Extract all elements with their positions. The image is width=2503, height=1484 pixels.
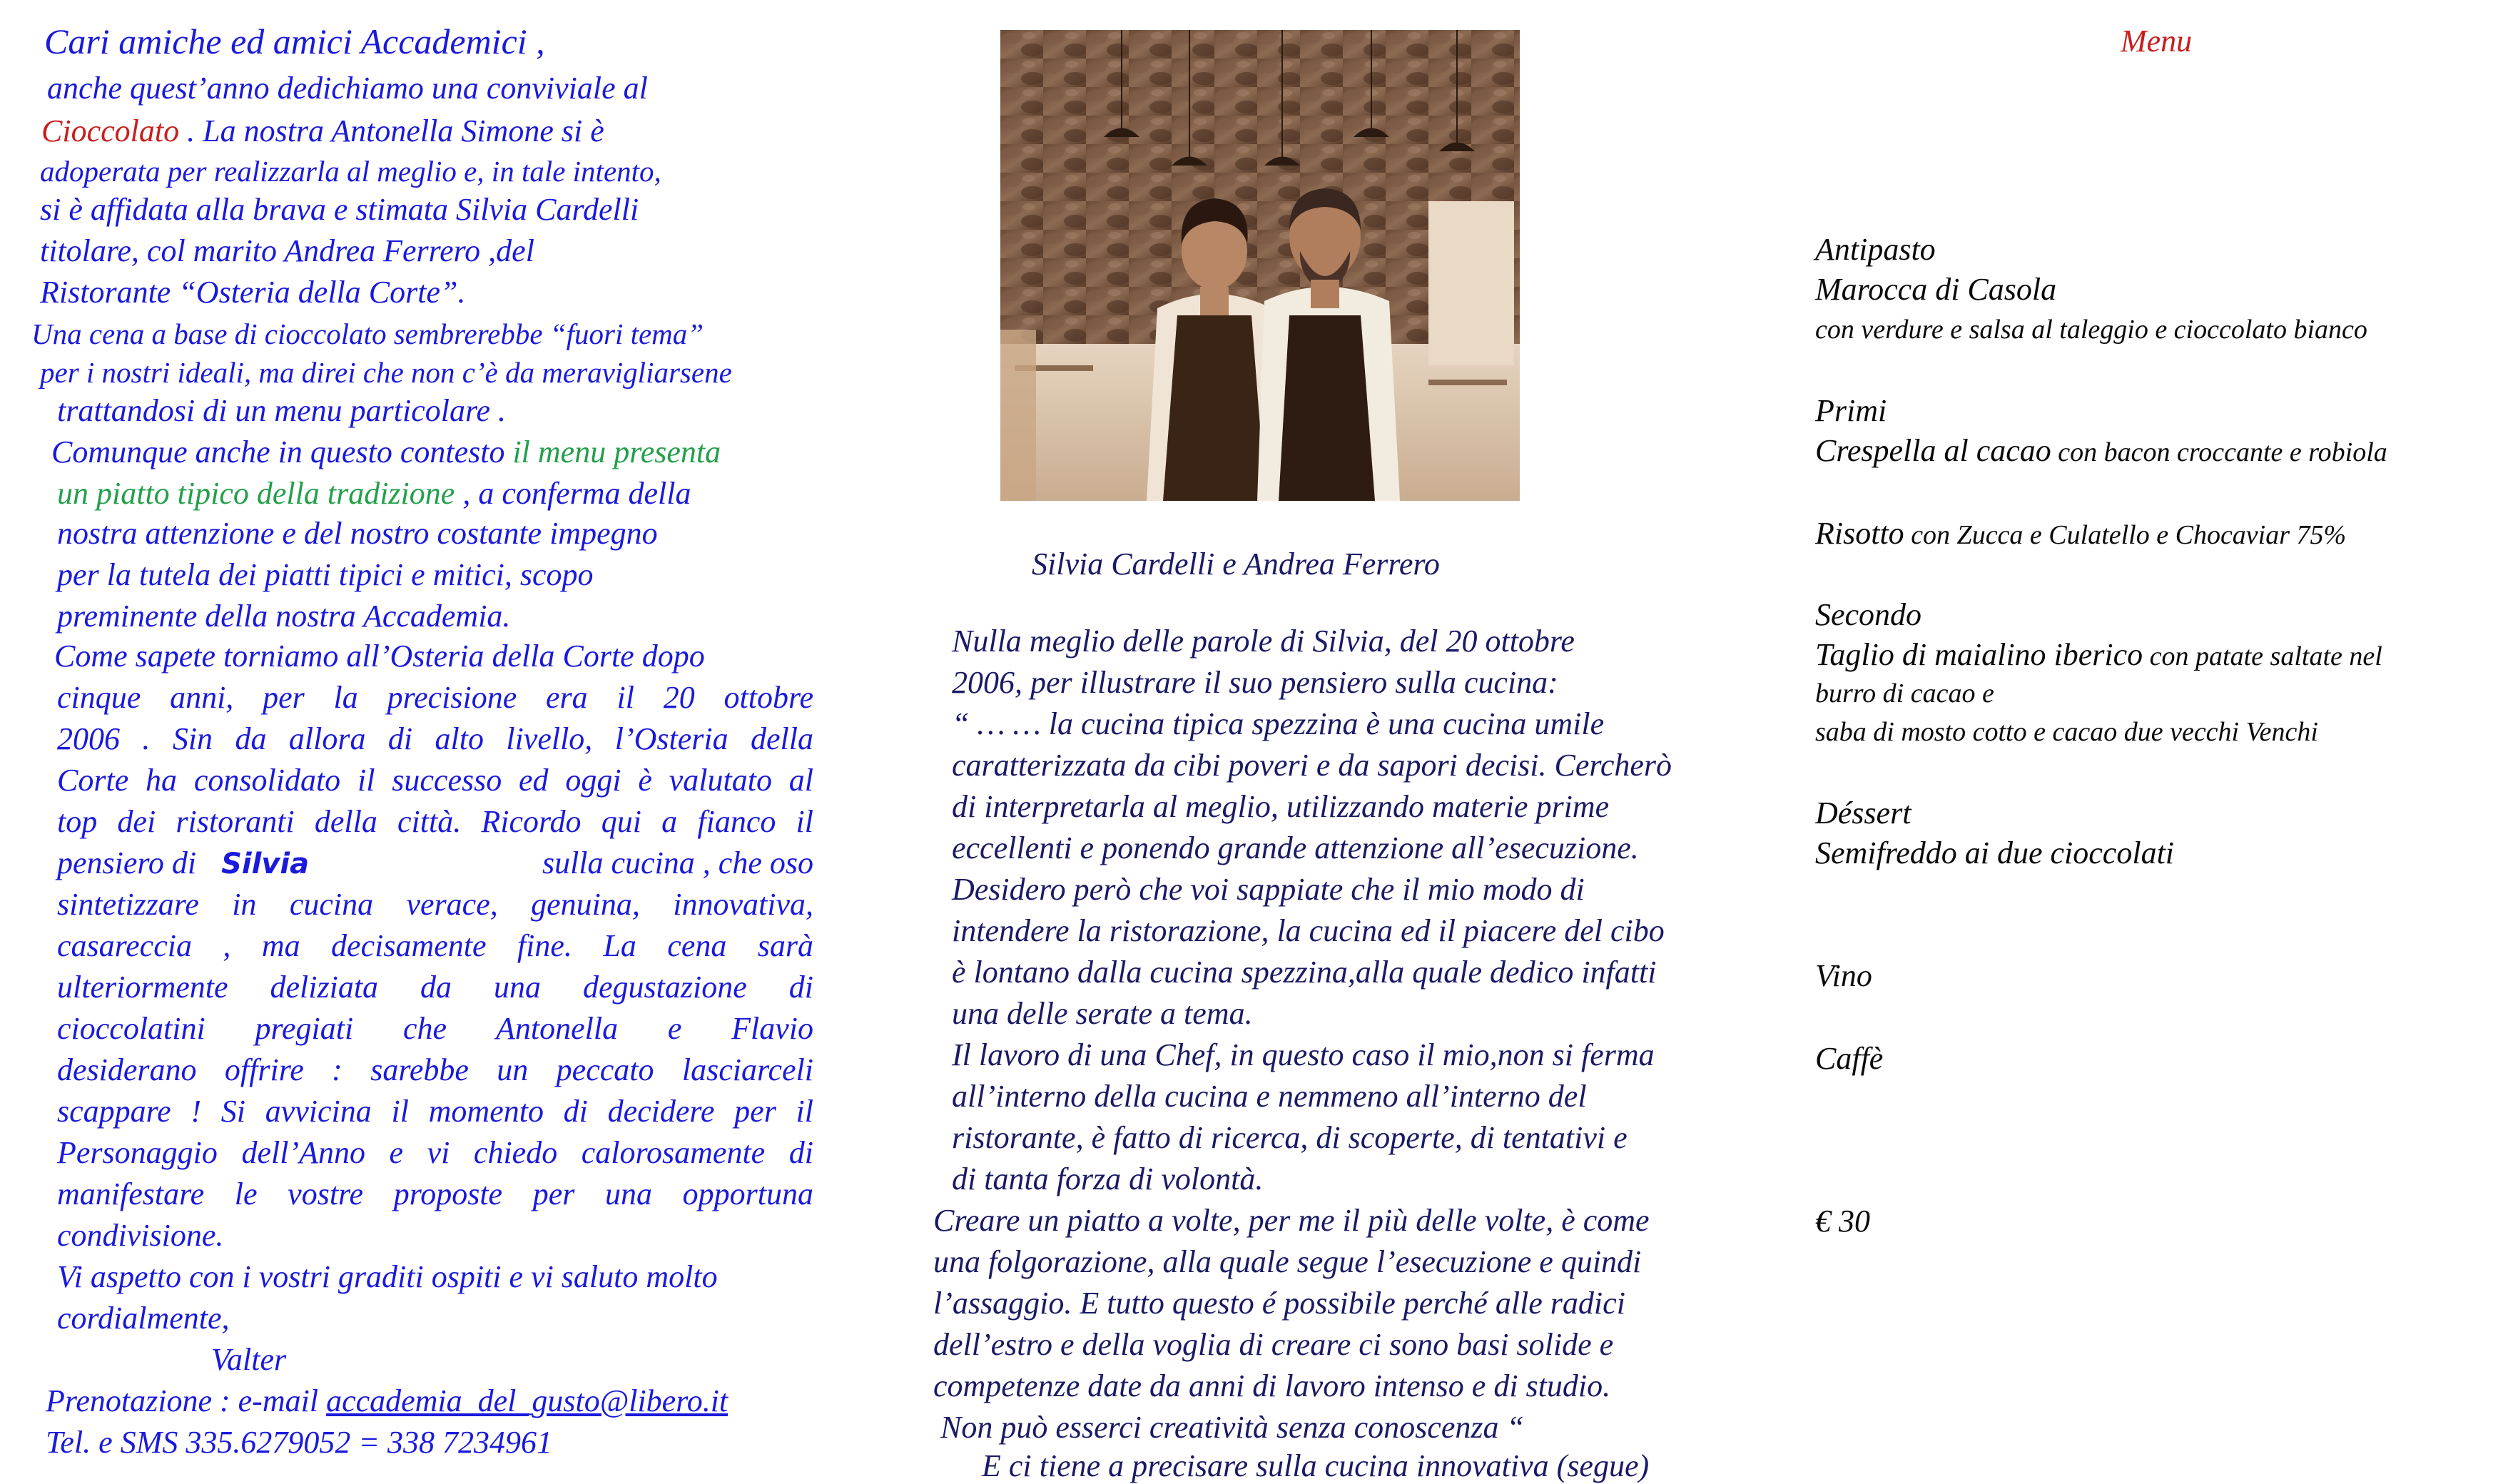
- quote-line: Creare un piatto a volte, per me il più delle volte, è come: [933, 1203, 1650, 1238]
- menu-coffee: Caffè: [1815, 1041, 1884, 1076]
- quote-line: all’interno della cucina e nemmeno all’interno del: [952, 1079, 1587, 1114]
- quote-line: Nulla meglio delle parole di Silvia, del 20 ottobre: [952, 624, 1575, 659]
- letter-line: anche quest’anno dedichiamo una conviviale al: [47, 71, 648, 106]
- letter-line: condivisione.: [57, 1218, 224, 1253]
- letter-line: cioccolatini pregiati che Antonella e Flavio: [57, 1011, 813, 1046]
- menu-heading-secondo: Secondo: [1815, 597, 1922, 632]
- quote-line: è lontano dalla cucina spezzina,alla quale dedico infatti: [952, 955, 1657, 990]
- quote-line: eccellenti e ponendo grande attenzione all’esecuzione.: [952, 830, 1639, 865]
- letter-line: Vi aspetto con i vostri graditi ospiti e vi saluto molto: [57, 1259, 718, 1294]
- letter-line: Corte ha consolidato il successo ed oggi è valutato al: [57, 763, 813, 798]
- letter-column: [0, 0, 842, 1484]
- booking-line: [46, 1383, 728, 1420]
- letter-line: manifestare le vostre proposte per una opportuna: [57, 1176, 813, 1211]
- name-silvia: Silvia: [221, 848, 310, 880]
- letter-line: preminente della nostra Accademia.: [57, 599, 511, 634]
- highlight-menu: il menu presenta: [512, 434, 721, 469]
- menu-dish-detail: saba di mosto cotto e cacao due vecchi Venchi: [1815, 717, 2318, 747]
- letter-line: 2006 . Sin da allora di alto livello, l’Osteria della: [57, 721, 813, 756]
- menu-dish: Semifreddo ai due cioccolati: [1815, 835, 2175, 870]
- menu-wine: Vino: [1815, 958, 1872, 993]
- letter-text: , a conferma della: [455, 476, 691, 511]
- middle-column: [920, 0, 1777, 1484]
- quote-line: caratterizzata da cibi poveri e da sapori decisi. Cercherò: [952, 748, 1672, 783]
- menu-dish-detail: con bacon croccante e robiola: [2051, 437, 2387, 467]
- signature: Valter: [211, 1342, 287, 1377]
- quote-line: una delle serate a tema.: [952, 996, 1253, 1031]
- quote-line: E ci tiene a precisare sulla cucina innovativa (segue): [982, 1448, 1650, 1483]
- letter-line: trattandosi di un menu particolare .: [57, 393, 507, 428]
- letter-line: top dei ristoranti della città. Ricordo qui a fianco il: [57, 804, 813, 839]
- letter-line: cinque anni, per la precisione era il 20 ottobre: [57, 680, 813, 715]
- letter-text: Comunque anche in questo contesto: [51, 434, 513, 469]
- highlight-cioccolato: Cioccolato: [41, 113, 180, 148]
- menu-title: Menu: [2121, 24, 2193, 59]
- menu-dish-name: Crespella al cacao: [1815, 433, 2051, 468]
- letter-text: sulla cucina , che oso: [542, 845, 813, 880]
- quote-line: di tanta forza di volontà.: [952, 1162, 1264, 1196]
- menu-dish-name: Taglio di maialino iberico: [1815, 637, 2143, 672]
- letter-line: titolare, col marito Andrea Ferrero ,del: [40, 233, 534, 268]
- letter-line: scappare ! Si avvicina il momento di decidere per il: [57, 1094, 813, 1129]
- menu-dish: [1815, 431, 2387, 478]
- menu-dish-detail: burro di cacao e: [1815, 679, 1994, 708]
- letter-line: [41, 113, 604, 150]
- letter-line: sintetizzare in cucina verace, genuina, innovativa,: [57, 887, 813, 922]
- menu-price: € 30: [1815, 1204, 1870, 1239]
- letter-line: desiderano offrire : sarebbe un peccato lasciarceli: [57, 1052, 813, 1087]
- quote-line: l’assaggio. E tutto questo é possibile perché alle radici: [933, 1286, 1625, 1321]
- letter-line: si è affidata alla brava e stimata Silvia Cardelli: [40, 192, 639, 227]
- photo-caption: Silvia Cardelli e Andrea Ferrero: [1032, 547, 1440, 581]
- quote-line: ristorante, è fatto di ricerca, di scoperte, di tentativi e: [952, 1120, 1628, 1155]
- phone-line: Tel. e SMS 335.6279052 = 338 7234961: [46, 1425, 553, 1460]
- menu-column: [1798, 0, 2503, 1484]
- letter-line: [57, 845, 813, 883]
- quote-line: Il lavoro di una Chef, in questo caso il mio,non si ferma: [952, 1037, 1655, 1072]
- letter-line: Ristorante “Osteria della Corte”.: [40, 275, 466, 310]
- quote-line: 2006, per illustrare il suo pensiero sulla cucina:: [952, 665, 1558, 700]
- menu-heading-primi: Primi: [1815, 393, 1887, 428]
- letter-text: pensiero di: [57, 845, 197, 880]
- menu-dish-name: Risotto: [1815, 516, 1904, 551]
- quote-line: Desidero però che voi sappiate che il mio modo di: [952, 872, 1585, 907]
- letter-line: Personaggio dell’Anno e vi chiedo calorosamente di: [57, 1135, 813, 1170]
- letter-greeting: Cari amiche ed amici Accademici ,: [44, 21, 545, 61]
- letter-line: Una cena a base di cioccolato sembrerebbe “fuori tema”: [31, 317, 704, 350]
- letter-line: Come sapete torniamo all’Osteria della Corte dopo: [54, 639, 705, 674]
- menu-heading-antipasto: Antipasto: [1815, 232, 1936, 267]
- booking-label: Prenotazione : e-mail: [46, 1383, 327, 1418]
- menu-dish-detail: con Zucca e Culatello e Chocaviar 75%: [1904, 520, 2347, 550]
- menu-heading-dessert: Déssert: [1815, 796, 1911, 830]
- menu-dish: [1815, 514, 2346, 561]
- letter-line: per la tutela dei piatti tipici e mitici, scopo: [57, 557, 594, 592]
- letter-line: [57, 475, 691, 512]
- letter-text: . La nostra Antonella Simone si è: [179, 113, 604, 148]
- email-link[interactable]: accademia_del_gusto@libero.it: [326, 1383, 728, 1418]
- letter-line: cordialmente,: [57, 1301, 230, 1336]
- menu-dish: Marocca di Casola: [1815, 272, 2057, 307]
- menu-dish-detail: con verdure e salsa al taleggio e cioccolato bianco: [1815, 315, 2367, 345]
- quote-line: di interpretarla al meglio, utilizzando materie prime: [952, 789, 1610, 824]
- highlight-traditional-dish: un piatto tipico della tradizione: [57, 476, 455, 511]
- quote-line: una folgorazione, alla quale segue l’esecuzione e quindi: [933, 1244, 1642, 1279]
- letter-line: [51, 434, 721, 471]
- quote-line: intendere la ristorazione, la cucina ed il piacere del cibo: [952, 913, 1665, 948]
- quote-line: competenze date da anni di lavoro intenso e di studio.: [933, 1368, 1611, 1403]
- quote-line: dell’estro e della voglia di creare ci sono basi solide e: [933, 1327, 1614, 1362]
- quote-line: Non può esserci creatività senza conoscenza “: [940, 1410, 1524, 1445]
- letter-line: adoperata per realizzarla al meglio e, in tale intento,: [40, 155, 661, 188]
- menu-dish-detail: con patate saltate nel: [2143, 641, 2382, 671]
- letter-line: per i nostri ideali, ma direi che non c’è da meravigliarsene: [40, 356, 732, 389]
- letter-line: casareccia , ma decisamente fine. La cena sarà: [57, 928, 813, 963]
- letter-line: ulteriormente deliziata da una degustazione di: [57, 970, 813, 1005]
- quote-line: “ … … la cucina tipica spezzina è una cucina umile: [952, 706, 1605, 741]
- letter-line: nostra attenzione e del nostro costante impegno: [57, 516, 658, 551]
